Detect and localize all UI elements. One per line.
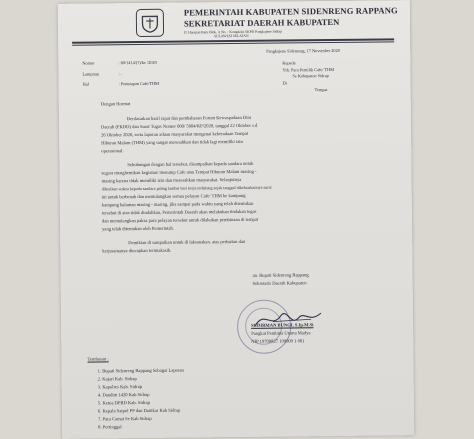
- signatory-line1: an. Bupati Sidenreng Rappang: [252, 272, 309, 278]
- nomor-label: Nomor: [82, 60, 95, 66]
- cc-item: 7. Para Camat Se Kab Sidrap: [98, 415, 152, 422]
- cc-item: 1. Bupati Sidenreng Rappang Sebagai Laporan: [97, 367, 184, 374]
- nomor-value: : 80/1414/(?)/ke /2020: [118, 59, 157, 66]
- paragraph1-line: Hiburan Malam (THM) yang sangat meresahkan dan tidak lagi memiliki izin: [101, 138, 243, 146]
- letter-date: Pangkajene Sidenreng, 17 November 2020: [266, 47, 340, 54]
- paragraph2-line: dan memulangkan paksa para pelayan tersebut untuk dilakukan pembinaan di tempat: [101, 216, 259, 224]
- signatory-nip: NIP 19700827 199009 1 001: [251, 338, 305, 344]
- paragraph3-line: kerjasamanya diucapkan terimakasih.: [102, 247, 172, 254]
- cc-item: 2. Kajari Kab. Sidrap: [97, 376, 137, 382]
- paragraph2-line: yang telah ditentukan oleh Pemerintah.: [102, 225, 174, 232]
- letterhead-org-line2: SEKRETARIAT DAERAH KABUPATEN: [183, 16, 340, 29]
- paragraph2-line: ini untuk berbenah dan memulangkan semua pelayan Cafe/ THM ke kampung: [101, 192, 246, 200]
- paragraph2-line: diberikan waktu kepada saudara paling lambat hari kerja terhitung sejak tanggal dikeluarkannya surat: [101, 184, 272, 192]
- cc-heading: Tembusan :: [87, 356, 109, 362]
- paragraph2-line: tersebut di atas tidak dindahkan, Pemerintah Daerah akan melakukan tindakan tegas: [101, 208, 257, 216]
- recipient-di: Di: [282, 80, 287, 86]
- paragraph1-line: Berdasarkan hasil rapat dan pembahasan Forum Kewaspadaan Dini: [126, 114, 252, 122]
- paragraph2-line: segera menghentikan kegiatan/ menutup Cafe atau Tempat Hiburan Malam masing -: [101, 168, 257, 176]
- paragraph1-line: Daerah (FKDD) dan Surat Tugas Nomor 000/ 5004/KP/2020, tanggal 22 Oktober s.d: [100, 122, 258, 130]
- cc-item: 6. Kepala Satpol PP dan Damkar Kab Sidrap: [97, 407, 181, 414]
- cc-item: 4. Dandim 1420 Kab Sidrap: [97, 391, 150, 398]
- paragraph2-line: kampung halaman masing - masing, jika sampai pada waktu yang telah ditentukan: [101, 200, 254, 208]
- letterhead-address: Jl. Harapan Baru Blok. A No. · Kompleks SKPD Pangkajene Sidrap: [184, 29, 282, 35]
- letterhead-org-line1: PEMERINTAH KABUPATEN SIDENRENG RAPPANG: [183, 5, 398, 18]
- cc-item: 5. Ketua DPRD Kab. Sidrap: [97, 399, 150, 406]
- letterhead: [183, 5, 398, 39]
- recipient-yth: Yth. Para Pemilik Cafe/ THM: [282, 66, 335, 73]
- hal-value: : Penutupan Cafe/THM: [118, 80, 159, 87]
- recipient-se: Se Kabupaten Sidrap: [292, 73, 329, 79]
- paragraph3-line: Demikian di sampaikan untuk di laksanakan, atas perhatian dan: [128, 238, 246, 246]
- signatory-pangkat: Pangkat Pembina Utama Madya: [251, 330, 311, 336]
- paragraph2-line: masing karena tidak memiliki izin dan meresahkan masyarakat. Selanjutnya: [101, 176, 242, 184]
- salutation: Dengan Hormat: [100, 101, 131, 107]
- regency-logo: [136, 9, 164, 37]
- paragraph2-line: Sehubungan dengan hal tersebut, disampaikan kepada saudara untuk: [127, 160, 254, 168]
- paragraph1-line: 26 Oktober 2020, serta laporan aduan masyarakat mengenai keberadaan Tempat: [101, 130, 249, 138]
- signatory-name: SUDIRMAN BUNGI, S.Ip.M.Si: [251, 322, 314, 328]
- letterhead-region: SULAWESI SELATAN: [214, 33, 249, 39]
- signatory-line2: Sekretaris Daerah Kabupaten: [252, 280, 307, 286]
- cc-item: 8. Pertinggal: [98, 424, 122, 430]
- cc-item: 3. Kapolres Kab. Sidrap: [97, 383, 143, 390]
- recipient-tempat: Tempat: [314, 87, 328, 93]
- lampiran-label: Lampiran: [82, 71, 100, 77]
- letter-page: [58, 0, 415, 439]
- hal-label: Hal: [82, 81, 89, 87]
- lampiran-value: : -: [118, 71, 123, 77]
- recipient-kepada: Kepada: [282, 60, 296, 66]
- paragraph1-line: operasional.: [101, 148, 124, 154]
